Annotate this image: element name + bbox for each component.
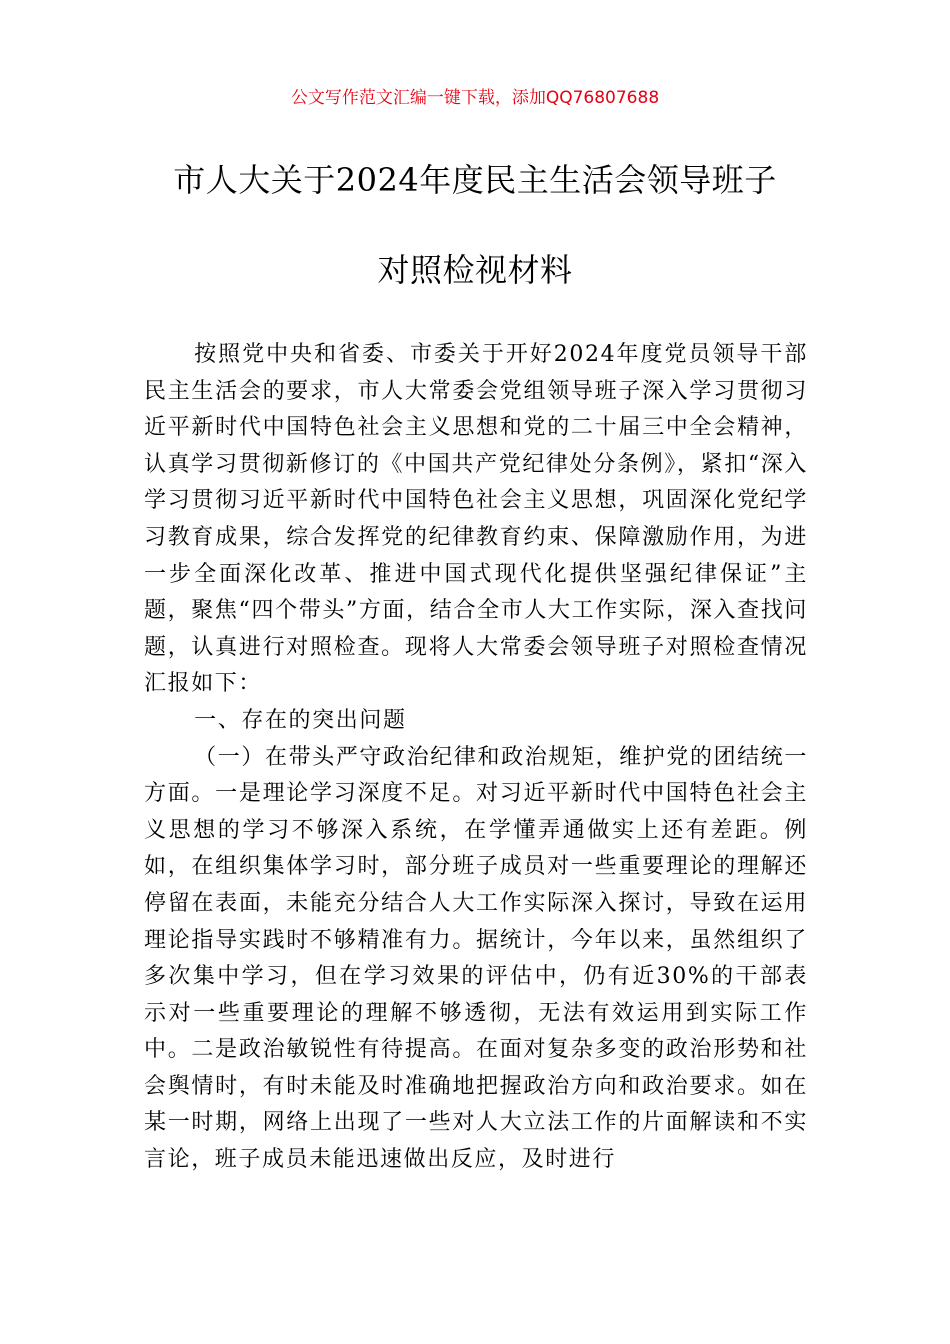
section-heading-problems: 一、存在的突出问题 xyxy=(194,707,407,733)
intro-paragraph: 按照党中央和省委、市委关于开好2024年度党员领导干部民主生活会的要求，市人大常委会党组领导班子深入学习贯彻习近平新时代中国特色社会主义思想和党的二十届三中全会精神，认真学习贯彻新修订的《中国共产党纪律处分条例》，紧扣“深入学习贯彻习近平新时代中国特色社会主义思想，巩固深化党纪学习教育成果，综合发挥党的纪律教育约束、保障激励作用，为进一步全面深化改革、推进中国式现代化提供坚强纪律保证”主题，聚焦“四个带头”方面，结合全市人大工作实际，深入查找问题，认真进行对照检查。现将人大常委会领导班子对照检查情况汇报如下： xyxy=(144,342,808,697)
document-title-line-1: 市人大关于2024年度民主生活会领导班子 xyxy=(173,161,777,199)
document-body xyxy=(144,337,808,1179)
download-promo-note: 公文写作范文汇编一键下载，添加QQ76807688 xyxy=(290,88,660,108)
document-title-line-2: 对照检视材料 xyxy=(377,251,573,289)
section-item-paragraph: （一）在带头严守政治纪律和政治规矩，维护党的团结统一方面。一是理论学习深度不足。对习近平新时代中国特色社会主义思想的学习不够深入系统，在学懂弄通做实上还有差距。例如，在组织集体学习时，部分班子成员对一些重要理论的理解还停留在表面，未能充分结合人大工作实际深入探讨，导致在运用理论指导实践时不够精准有力。据统计，今年以来，虽然组织了多次集中学习，但在学习效果的评估中，仍有近30%的干部表示对一些重要理论的理解不够透彻，无法有效运用到实际工作中。二是政治敏锐性有待提高。在面对复杂多变的政治形势和社会舆情时，有时未能及时准确地把握政治方向和政治要求。如在某一时期，网络上出现了一些对人大立法工作的片面解读和不实言论，班子成员未能迅速做出反应，及时进行 xyxy=(144,744,808,1173)
